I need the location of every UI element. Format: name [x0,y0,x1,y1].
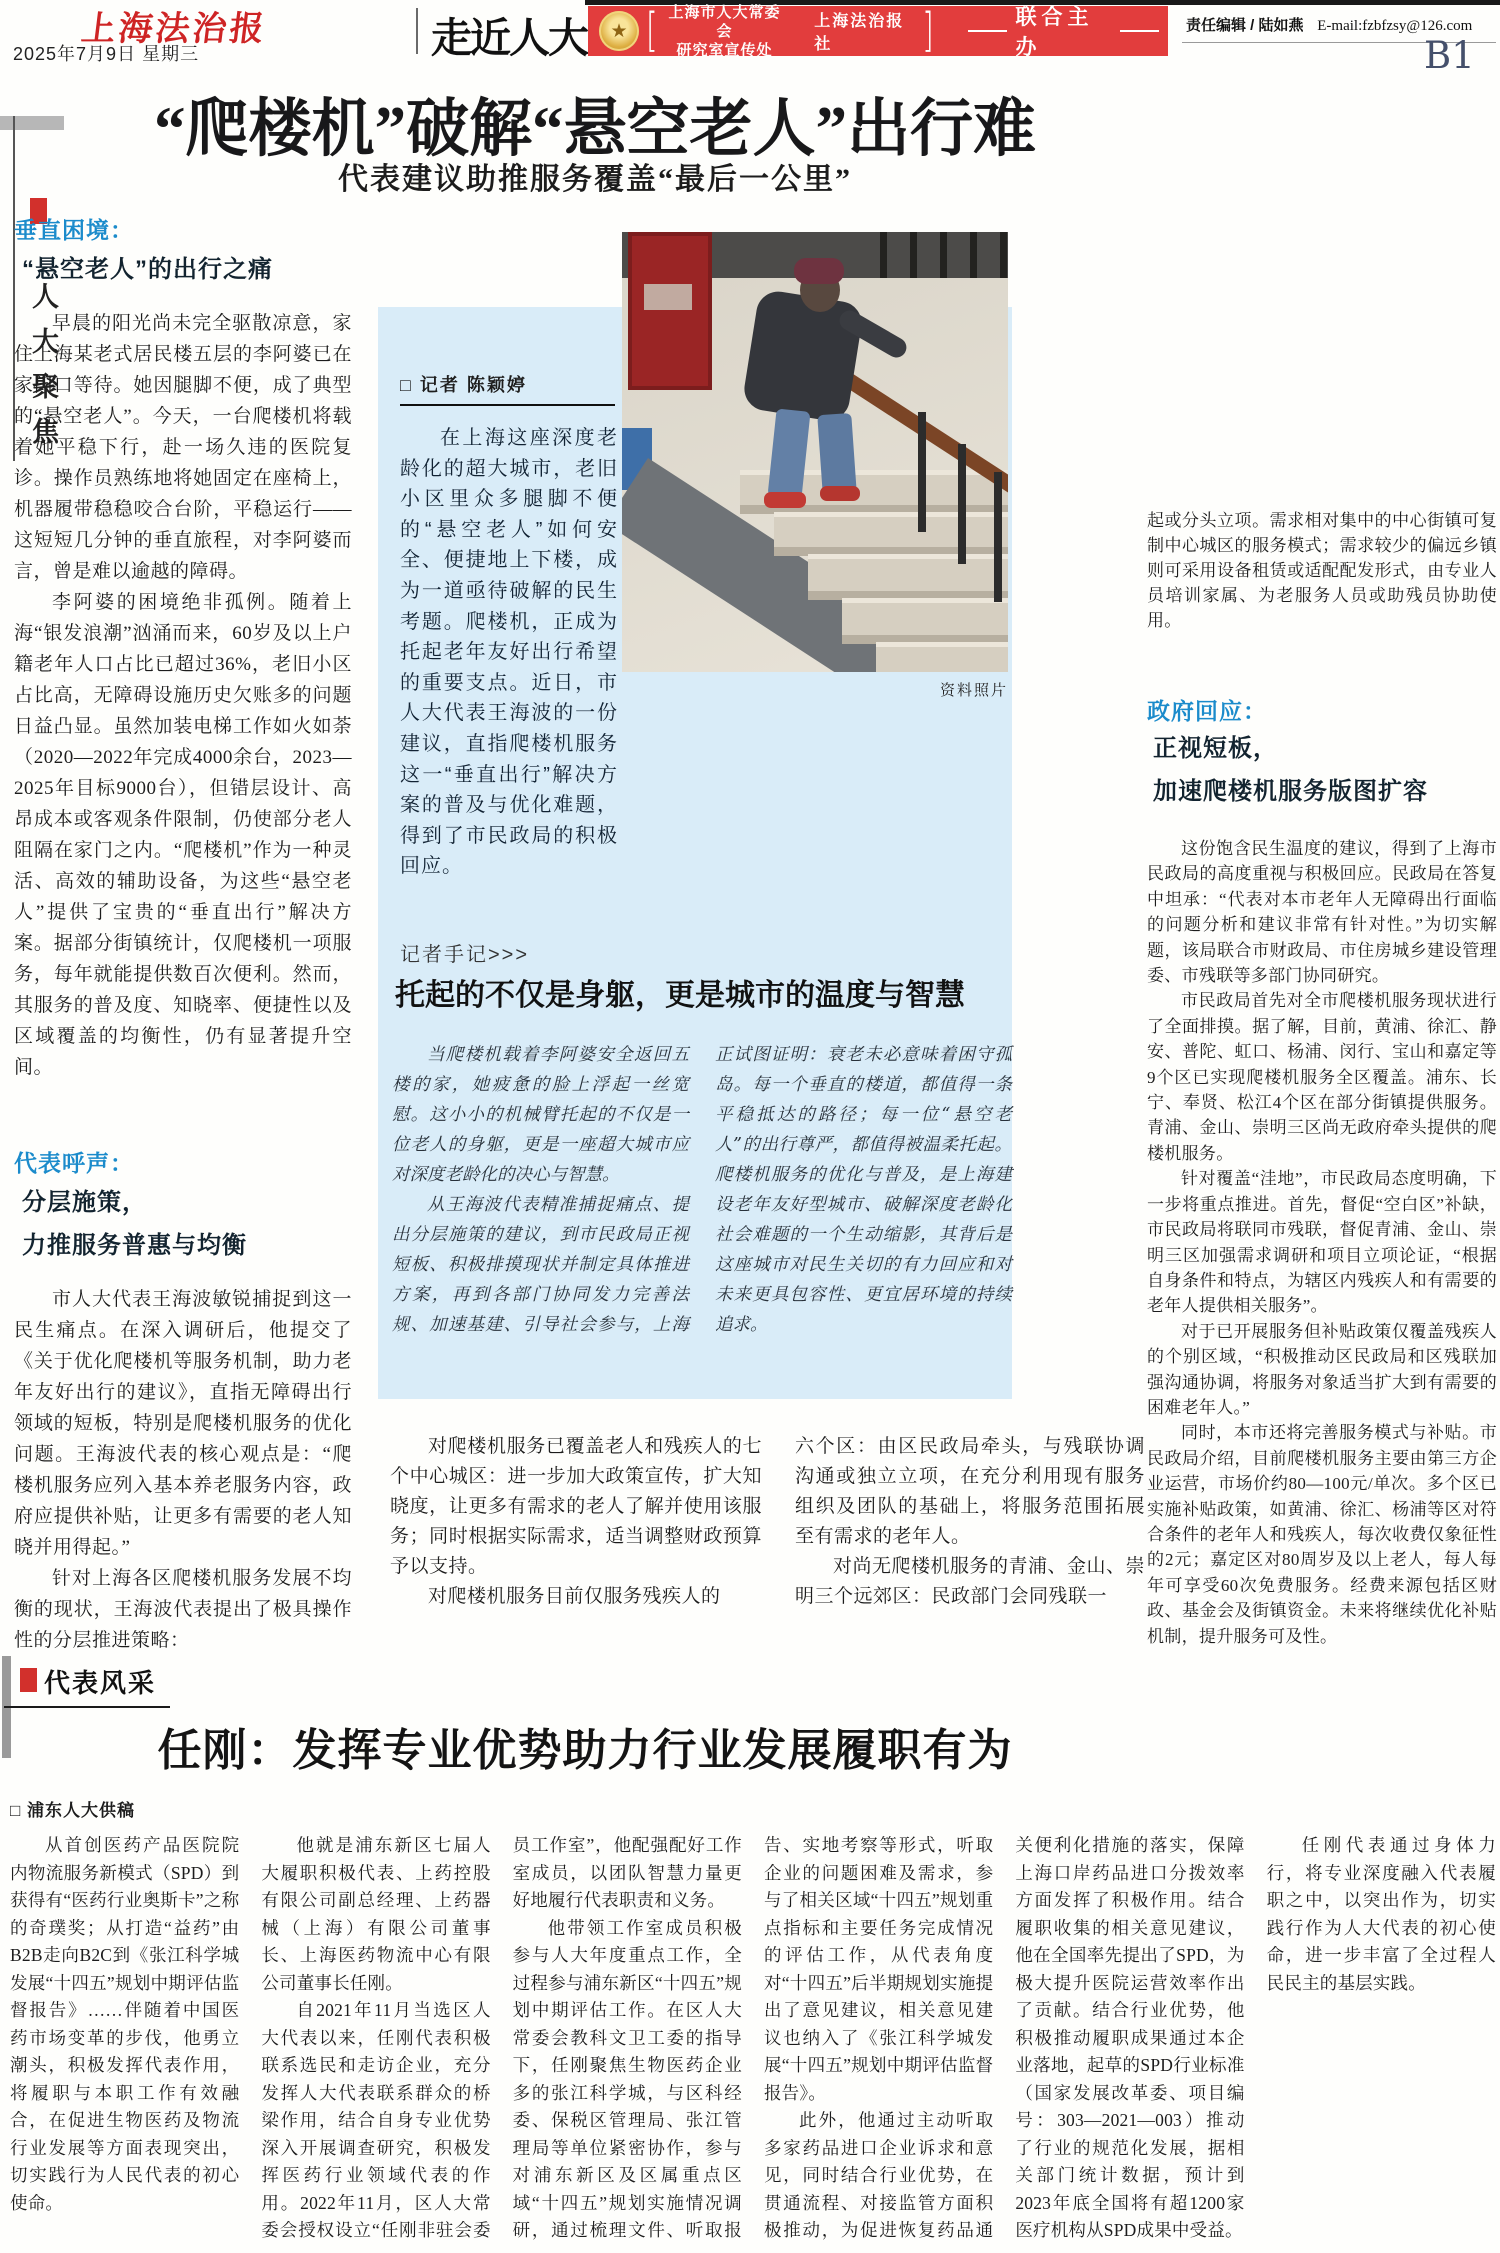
editor-email: E-mail:fzbfzsy@126.com [1317,18,1473,34]
paragraph: 他就是浦东新区七届人大履职积极代表、上药控股有限公司副总经理、上药器械（上海）有限公司董事长、上海医药物流中心有限公司董事长任刚。 [261,1835,491,1993]
paragraph: 这份饱含民生温度的建议，得到了上海市民政局的高度重视与积极回应。民政局在答复中坦承：“代表对本市老年人无障碍出行面临的问题分析和建议非常有针对性。”为切实解题，该局联合市财政局、市住房城乡建设管理委、市残联等多部门协同研究。 [1147,839,1497,986]
photo-railing-bar [970,232,977,278]
photo-baluster [994,472,1002,602]
photo-baluster [918,412,926,532]
dash-line [1120,30,1159,32]
column-label-renda-focus: 人大聚焦 [28,282,58,462]
right-column [1147,508,1497,1649]
photo-railing-bar [910,232,917,278]
paragraph: 六个区：由区民政局牵头，与残联协调沟通或独立立项，在充分利用现有服务组织及团队的基础上，将服务范围拓展至有需求的老年人。 [795,1436,1145,1547]
paragraph: 对爬楼机服务目前仅服务残疾人的 [428,1586,721,1607]
bottom-section-label: 代表风采 [44,1668,157,1698]
photo-step [808,554,1008,600]
gov-response-body [1147,836,1497,1649]
section-2-body [14,1284,352,1656]
photo-fire-cabinet [628,232,712,390]
photo-railing-bar [940,232,947,278]
organizer-1-line1: 上海市人大常委会 [668,3,781,40]
photo-person-leg [817,413,856,495]
organizer-2: 上海法治报社 [814,13,905,53]
masthead-logo: 上海法治报 [79,9,270,49]
organizer-1-line2: 研究室宣传处 [676,41,773,59]
ornament-gray-bar [0,116,64,130]
photo-person-torso [741,288,864,423]
paragraph: 从首创医药产品医院院内物流服务新模式（SPD）到获得有“医药行业奥斯卡”之称的奇璞奖；从打造“益药”由B2B走向B2C到《张江科学城发展“十四五”规划中期评估监督报告》……伴随着中国医药市场变革的步伐，他勇立潮头，积极发挥代表作用，将履职与本职工作有效融合，在促进生物医药及物流行业发展等方面表现突出，切实践行为人民代表的初心使命。 [10,1835,240,2213]
paragraph: 起或分头立项。需求相对集中的中心街镇可复制中心城区的服务模式；需求较少的偏远乡镇则可采用设备租赁或适配配发形式，由专业人员培训家属、为老服务人员或助残员协助使用。 [1147,511,1497,630]
paragraph: 此外，他通过主动听取多家药品进口企业诉求和意见，同时结合行业优势，在贯通流程、对接监管方面积极推动，为促进恢复药品通关便利化措施的落实，保障上海口岸药品进口分拨效率方面发挥了积极作用。结合履职收集的相关意见建议，他在全国率先提出了SPD，为极大提升医院运营效率作出了贡献。结合行业优势，他积极推动履职成果通过本企业落地，起草的SPD行业标准（国家发展改革委、项目编号：303—2021—003）推动了行业的规范化发展，据相关部门统计数据，预计到2023年底全国将有超1200家医疗机构从SPD成果中受益。 [763,1835,1245,2240]
editor-credit [1186,14,1472,35]
bottom-section-underline [4,1706,170,1708]
paragraph: 当爬楼机载着李阿婆安全返回五楼的家，她疲惫的脸上浮起一丝宽慰。这小小的机械臂托起的不仅是一位老人的身躯，更是一座超大城市应对深度老龄化的决心与智慧。 [392,1045,689,1185]
bracket-right-icon: ] [922,3,934,59]
section-title-travel-pain: “悬空老人”的出行之痛 [22,256,273,283]
photo-person-beanie [794,258,844,284]
reporter-note-label: 记者手记>>> [400,944,530,966]
byline-rule [400,404,615,406]
section-1-body [14,308,352,1083]
paragraph: 针对上海各区爬楼机服务发展不均衡的现状，王海波代表提出了极具操作性的分层推进策略： [14,1568,352,1651]
paragraph: 对尚无爬楼机服务的青浦、金山、崇明三个远郊区：民政部门会同残联一 [795,1556,1146,1607]
photo-railing-bar [880,232,887,278]
bracket-left-icon: [ [646,3,658,59]
photo-step [842,598,1008,644]
paragraph: 同时，本市还将完善服务模式与补贴。市民政局介绍，目前爬楼机服务主要由第三方企业运营，市场价约80—100元/单次。多个区已实施补贴政策，如黄浦、徐汇、杨浦等区对符合条件的老年人和残疾人，每次收费仅象征性的2元；嘉定区对80周岁及以上老人，每人每年可享受60次免费服务。经费来源包括区财政、基金会及街镇资金。未来将继续优化补贴机制，提升服务可及性。 [1147,1423,1497,1646]
section-label-vertical-dilemma: 垂直困境： [14,217,134,243]
paragraph: 市民政局首先对全市爬楼机服务现状进行了全面排摸。据了解，目前，黄浦、徐汇、静安、普陀、虹口、杨浦、闵行、宝山和嘉定等9个区已实现爬楼机服务全区覆盖。浦东、长宁、奉贤、松江4个区在部分街镇提供服务。青浦、金山、崇明三区尚无政府牵头提供的爬楼机服务。 [1147,991,1497,1163]
bottom-byline: □ 浦东人大供稿 [10,1801,135,1820]
paragraph: 对于已开展服务但补贴政策仅覆盖残疾人的个别区域，“积极推动区民政局和区残联加强沟通协调，将服务对象适当扩大到有需要的困难老年人。” [1147,1321,1497,1417]
bottom-headline: 任刚：发挥专业优势助力行业发展履职有为 [157,1726,1013,1775]
paragraph: 李阿婆的困境绝非孤例。随着上海“银发浪潮”汹涌而来，60岁及以上户籍老年人口占比已超过36%，老旧小区占比高，无障碍设施历史欠账多的问题日益凸显。虽然加装电梯工作如火如荼（2020—2022年完成4000余台，2023—2025年目标9000台），但错层设计、高昂成本或客观条件限制，仍使部分老人阻隔在家门之内。“爬楼机”作为一种灵活、高效的辅助设备，为这些“悬空老人”提供了宝贵的“垂直出行”解决方案。据部分街镇统计，仅爬楼机一项服务，每年就能提供数百次便利。然而，其服务的普及度、知晓率、便捷性以及区域覆盖的均衡性，仍有显著提升空间。 [14,592,352,1078]
photo-railing-bar [1000,232,1007,278]
reporter-byline: □ 记者 陈颖婷 [400,375,527,395]
photo-caption: 资料照片 [939,682,1008,699]
page-number: B1 [1424,34,1475,77]
paragraph: 从王海波代表精准捕捉痛点、提出分层施策的建议，到市民政局正视短板、积极排摸现状并制定具体推进方案，再到各部门协同发力完善法规、加速基建、引导社会参与，上海正试图证明：衰老未必意味着困守孤岛。每一个垂直的楼道，都值得一条平稳抵达的路径；每一位“悬空老人”的出行尊严，都值得被温柔托起。爬楼机服务的优化与普及，是上海建设老年友好型城市、破解深度老龄化社会难题的一个生动缩影，其背后是这座城市对民生关切的有力回应和对未来更具包容性、更宜居环境的持续追求。 [392,1045,1012,1335]
header-divider [416,8,418,54]
organizer-1 [665,3,785,60]
photo-baluster [958,444,966,564]
photo-person-shoe [764,492,806,508]
section-title-tiered-policy-l2: 力推服务普惠与均衡 [22,1232,247,1259]
left-column [14,212,352,1656]
section-title: 走近人大 [431,15,587,61]
issue-date: 2025年7月9日 星期三 [13,44,200,64]
paragraph: 早晨的阳光尚未完全驱散凉意，家住上海某老式居民楼五层的李阿婆已在家门口等待。她因腿脚不便，成了典型的“悬空老人”。今天，一台爬楼机将载着她平稳下行，赴一场久违的医院复诊。操作员熟练地将她固定在座椅上，机器履带稳稳咬合台阶，平稳运行——这短短几分钟的垂直旅程，对李阿婆而言，曾是难以逾越的障碍。 [14,313,352,582]
main-headline: “爬楼机”破解“悬空老人”出行难 [154,94,1036,164]
section-label-deputy-voice: 代表呼声： [14,1150,134,1176]
photo-cabinet-label [644,284,692,310]
paragraph: 针对覆盖“洼地”，市民政局态度明确，下一步将重点推进。首先，督促“空白区”补缺，市民政局将联同市残联，督促青浦、金山、崇明三区加强需求调研和项目立项论证，“根据自身条件和特点，为辖区内残疾人和有需要的老年人提供相关服务”。 [1147,1169,1497,1316]
section-title-gov-l2: 加速爬楼机服务版图扩容 [1153,778,1428,805]
bottom-article-body [10,1832,1496,2248]
photo-step [774,512,1008,556]
continuation-column-1 [390,1432,762,1612]
reporter-note-title: 托起的不仅是身躯，更是城市的温度与智慧 [395,979,965,1012]
paragraph: 对爬楼机服务已覆盖老人和残疾人的七个中心城区：进一步加大政策宣传，扩大知晓度，让更多有需求的老人了解并使用该服务；同时根据实际需求，适当调整财政预算予以支持。 [390,1436,762,1577]
paragraph: 市人大代表王海波敏锐捕捉到这一民生痛点。在深入调研后，他提交了《关于优化爬楼机等服务机制，助力老年友好出行的建议》，直指无障碍出行领域的短板，特别是爬楼机服务的优化问题。王海波代表的核心观点是：“爬楼机服务应列入基本养老服务内容，政府应提供补贴，让更多有需要的老人知晓并用得起。” [14,1289,352,1558]
editor-name: 责任编辑 / 陆如燕 [1186,17,1304,34]
section-title-gov-l1: 正视短板， [1153,735,1278,762]
star-icon: ★ [610,20,628,42]
photo-person-shoe [820,486,860,501]
paragraph: 任刚代表通过身体力行，将专业深度融入代表履职之中，以突出作为，切实践行作为人大代表的初心使命，进一步丰富了全过程人民民主的基层实践。 [1266,1835,1496,1993]
dash-line [968,30,1007,32]
co-organizer-banner [588,3,1168,59]
section-title-tiered-policy-l1: 分层施策， [22,1189,147,1216]
paragraph: 自2021年11月当选区人大代表以来，任刚代表积极联系选民和走访企业，充分发挥人大代表联系群众的桥梁作用，结合自身专业优势深入开展调查研究，积极发挥医药行业领域代表的作用。2022年11月，区人大常委会授权设立“任刚非驻会委员工作室”，他配强配好工作室成员，以团队智慧力量更好地履行代表职责和义务。 [261,1835,742,2240]
national-emblem-icon [599,11,639,51]
photo-stair-climbing-machine [622,232,1008,672]
photo-step [876,642,1008,672]
continuation-column-2 [795,1432,1145,1612]
jointly-hosted-label: 联合主办 [959,1,1168,61]
paragraph: 他带领工作室成员积极参与人大年度重点工作，全过程参与浦东新区“十四五”规划中期评估工作。在区人大常委会教科文卫工委的指导下，任刚聚焦生物医药企业多的张江科学城，与区科经委、保税区管理局、张江管理局等单位紧密协作，参与对浦东新区及区属重点区域“十四五”规划实施情况调研，通过梳理文件、听取报告、实地考察等形式，听取企业的问题困难及需求，参与了相关区域“十四五”规划重点指标和主要任务完成情况的评估工作，从代表角度对“十四五”后半期规划实施提出了意见建议，相关意见建议也纳入了《张江科学城发展“十四五”规划中期评估监督报告》。 [512,1835,994,2240]
bottom-red-square [20,1668,37,1692]
main-subhead: 代表建议助推服务覆盖“最后一公里” [338,163,852,196]
section-label-gov-response: 政府回应： [1147,698,1267,724]
reporter-note-body [392,1040,1012,1384]
lead-paragraph: 在上海这座深度老龄化的超大城市，老旧小区里众多腿脚不便的“悬空老人”如何安全、便捷地上下楼，成为一道亟待破解的民生考题。爬楼机，正成为托起老年友好出行希望的重要支点。近日，市人大代表王海波的一份建议，直指爬楼机服务这一“垂直出行”解决方案的普及与优化难题，得到了市民政局的积极回应。 [400,427,618,878]
